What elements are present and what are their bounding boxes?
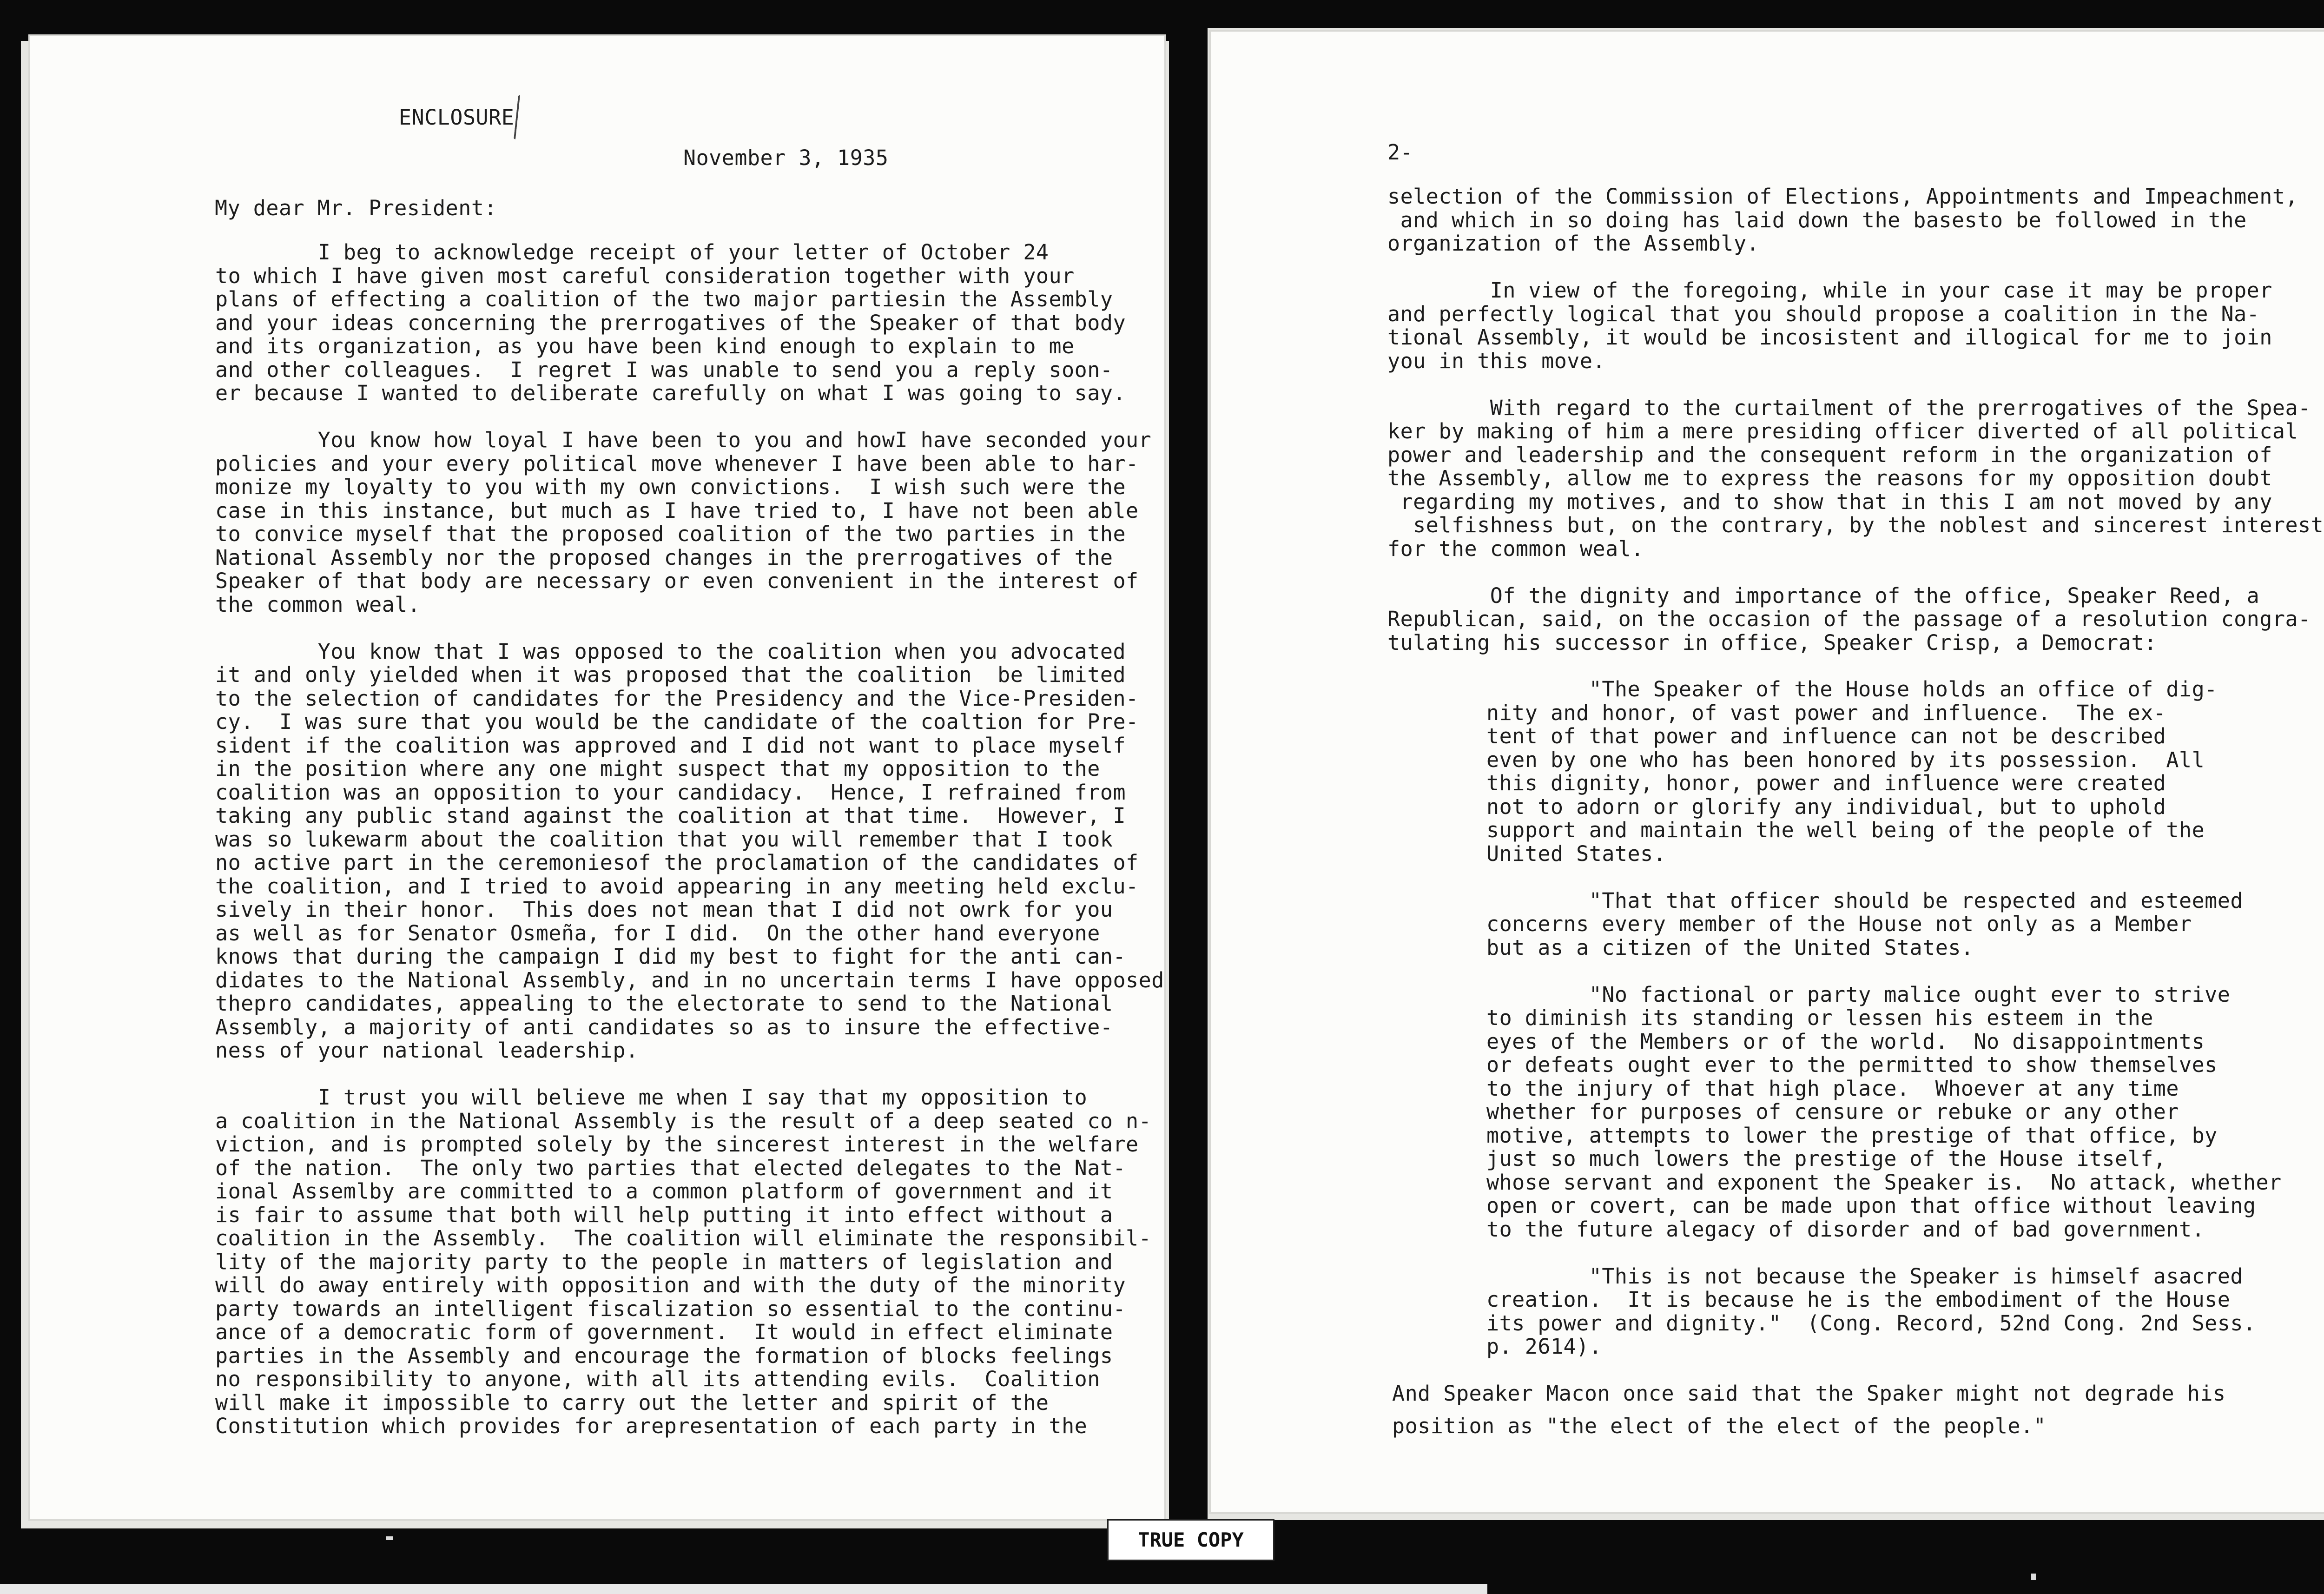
text-line: ance of a democratic form of government. It would in effect eliminate <box>215 1320 1113 1344</box>
text-line: coalition was an opposition to your candidacy. Hence, I refrained from <box>215 780 1126 805</box>
letter-page-1 <box>30 36 1164 1519</box>
text-line: and other colleagues. I regret I was unable to send you a reply soon- <box>215 357 1113 382</box>
text-line: you in this move. <box>1387 348 1606 373</box>
text-line: ional Assemlby are committed to a common platform of government and it <box>215 1179 1113 1204</box>
text-line: In view of the foregoing, while in your case it may be proper <box>1387 278 2272 303</box>
text-line: taking any public stand against the coalition at that time. However, I <box>215 803 1126 828</box>
text-line: selfishness but, on the contrary, by the noblest and sincerest interest <box>1387 513 2324 537</box>
scan-speck <box>386 1536 393 1540</box>
text-line: National Assembly nor the proposed changes in the prerrogatives of the <box>215 545 1113 570</box>
text-line: "No factional or party malice ought ever to strive <box>1486 982 2231 1007</box>
text-line: I trust you will believe me when I say that my opposition to <box>215 1085 1088 1110</box>
text-line: motive, attempts to lower the prestige of that office, by <box>1486 1123 2218 1148</box>
text-line: Of the dignity and importance of the office, Speaker Reed, a <box>1387 583 2260 608</box>
text-line: whether for purposes of censure or rebuke or any other <box>1486 1099 2179 1124</box>
text-line: case in this instance, but much as I have tried to, I have not been able <box>215 498 1139 523</box>
text-line: no active part in the ceremoniesof the proclamation of the candidates of <box>215 850 1139 875</box>
salutation: My dear Mr. President: <box>215 196 497 220</box>
text-line: tent of that power and influence can not be described <box>1486 724 2166 748</box>
text-line: this dignity, honor, power and influence were created <box>1486 771 2166 795</box>
text-line: plans of effecting a coalition of the two major partiesin the Assembly <box>215 287 1113 311</box>
text-line: is fair to assume that both will help putting it into effect without a <box>215 1202 1113 1227</box>
text-line: it and only yielded when it was proposed that the coalition be limited <box>215 662 1126 687</box>
text-line: and your ideas concerning the prerrogatives of the Speaker of that body <box>215 310 1126 335</box>
text-line: tional Assembly, it would be incosistent and illogical for me to join <box>1387 325 2272 350</box>
text-line: lity of the majority party to the people in matters of legislation and <box>215 1249 1113 1274</box>
text-line: didates to the National Assembly, and in no uncertain terms I have opposed <box>215 967 1164 992</box>
text-line: its power and dignity." (Cong. Record, 52nd Cong. 2nd Sess. <box>1486 1310 2256 1336</box>
text-line: monize my loyalty to you with my own convictions. I wish such were the <box>215 475 1126 499</box>
text-line: sively in their honor. This does not mean that I did not owrk for you <box>215 897 1113 922</box>
text-line: position as "the elect of the elect of the people." <box>1392 1414 2047 1438</box>
text-line: as well as for Senator Osmeña, for I did. On the other hand everyone <box>215 920 1100 946</box>
text-line: but as a citizen of the United States. <box>1486 935 1974 960</box>
text-line: parties in the Assembly and encourage the formation of blocks feelings <box>215 1343 1113 1368</box>
text-line: open or covert, can be made upon that office without leaving <box>1486 1193 2256 1218</box>
text-line: power and leadership and the consequent reform in the organization of <box>1387 442 2272 467</box>
text-line: and its organization, as you have been kind enough to explain to me <box>215 334 1075 358</box>
text-line: to which I have given most careful consideration together with your <box>215 263 1075 288</box>
text-line: support and maintain the well being of the people of the <box>1486 818 2205 842</box>
text-line: organization of the Assembly. <box>1387 231 1760 256</box>
text-line: will make it impossible to carry out the letter and spirit of the <box>215 1390 1049 1415</box>
text-line: ness of your national leadership. <box>215 1038 639 1063</box>
enclosure-heading: ENCLOSURE <box>399 105 515 130</box>
text-line: "That that officer should be respected and esteemed <box>1486 888 2243 913</box>
text-line: Speaker of that body are necessary or even convenient in the interest of <box>215 569 1139 593</box>
text-line: regarding my motives, and to show that in this I am not moved by any <box>1387 489 2272 514</box>
text-line: to the selection of candidates for the Presidency and the Vice-Presiden- <box>215 686 1139 711</box>
text-line: of the nation. The only two parties that elected delegates to the Nat- <box>215 1155 1126 1180</box>
text-line: Constitution which provides for arepresentation of each party in the <box>215 1414 1088 1438</box>
text-line: concerns every member of the House not only as a Member <box>1486 912 2192 936</box>
text-line: to the future alegacy of disorder and of bad government. <box>1486 1217 2205 1242</box>
text-line: United States. <box>1486 841 1666 866</box>
letter-page-2 <box>1211 32 2324 1512</box>
text-line: the coalition, and I tried to avoid appearing in any meeting held exclu- <box>215 873 1139 899</box>
text-line: and which in so doing has laid down the basesto be followed in the <box>1387 207 2247 232</box>
text-line: was so lukewarm about the coalition that you will remember that I took <box>215 827 1113 852</box>
page-number: 2- <box>1387 140 1413 165</box>
scan-speck <box>2031 1574 2036 1580</box>
text-line: thepro candidates, appealing to the electorate to send to the National <box>215 991 1113 1016</box>
text-line: selection of the Commission of Elections, Appointments and Impeachment, <box>1387 184 2298 209</box>
text-line: just so much lowers the prestige of the House itself, <box>1486 1146 2166 1171</box>
scan-edge <box>0 1584 1487 1594</box>
text-line: whose servant and exponent the Speaker is. No attack, whether <box>1486 1170 2282 1195</box>
text-line: for the common weal. <box>1387 536 1644 561</box>
text-line: to convice myself that the proposed coalition of the two parties in the <box>215 522 1126 546</box>
text-line: in the position where any one might suspect that my opposition to the <box>215 756 1100 781</box>
text-line: to the injury of that high place. Whoever at any time <box>1486 1076 2179 1101</box>
text-line: even by one who has been honored by its possession. All <box>1486 747 2205 772</box>
text-line: ker by making of him a mere presiding officer diverted of all political <box>1387 419 2298 443</box>
text-line: cy. I was sure that you would be the candidate of the coaltion for Pre- <box>215 709 1139 734</box>
text-line: p. 2614). <box>1486 1334 1602 1359</box>
text-line: coalition in the Assembly. The coalition will eliminate the responsibil- <box>215 1226 1152 1250</box>
text-line: tulating his successor in office, Speaker Crisp, a Democrat: <box>1387 630 2157 655</box>
text-line: no responsibility to anyone, with all its attending evils. Coalition <box>215 1367 1100 1391</box>
text-line: party towards an intelligent fiscalization so essential to the continu- <box>215 1296 1126 1321</box>
text-line: policies and your every political move whenever I have been able to har- <box>215 451 1139 476</box>
text-line: knows that during the campaign I did my best to fight for the anti can- <box>215 944 1126 969</box>
text-line: Republican, said, on the occasion of the passage of a resolution congra- <box>1387 607 2311 631</box>
text-line: "This is not because the Speaker is himself asacred <box>1486 1263 2243 1289</box>
text-line: I beg to acknowledge receipt of your letter of October 24 <box>215 240 1049 265</box>
text-line: and perfectly logical that you should propose a coalition in the Na- <box>1387 301 2260 326</box>
text-line: "The Speaker of the House holds an office of dig- <box>1486 677 2218 701</box>
text-line: sident if the coalition was approved and I did not want to place myself <box>215 733 1126 758</box>
true-copy-stamp: TRUE COPY <box>1107 1519 1274 1561</box>
text-line: er because I wanted to deliberate carefully on what I was going to say. <box>215 381 1126 405</box>
text-line: or defeats ought ever to the permitted to show themselves <box>1486 1052 2218 1077</box>
text-line: not to adorn or glorify any individual, but to uphold <box>1486 794 2166 819</box>
text-line: And Speaker Macon once said that the Spaker might not degrade his <box>1392 1381 2226 1406</box>
text-line: the Assembly, allow me to express the reasons for my opposition doubt <box>1387 466 2272 490</box>
text-line: viction, and is prompted solely by the sincerest interest in the welfare <box>215 1132 1139 1157</box>
letter-date: November 3, 1935 <box>683 146 889 170</box>
text-line: the common weal. <box>215 592 421 617</box>
text-line: You know how loyal I have been to you and howI have seconded your <box>215 428 1152 452</box>
text-line: nity and honor, of vast power and influence. The ex- <box>1486 700 2166 725</box>
text-line: will do away entirely with opposition and with the duty of the minority <box>215 1273 1126 1297</box>
text-line: creation. It is because he is the embodiment of the House <box>1486 1287 2231 1312</box>
text-line: With regard to the curtailment of the prerrogatives of the Spea- <box>1387 395 2311 420</box>
text-line: You know that I was opposed to the coalition when you advocated <box>215 639 1126 664</box>
text-line: a coalition in the National Assembly is the result of a deep seated co n- <box>215 1108 1152 1133</box>
text-line: to diminish its standing or lessen his esteem in the <box>1486 1005 2153 1030</box>
text-line: eyes of the Members or of the world. No disappointments <box>1486 1029 2205 1054</box>
text-line: Assembly, a majority of anti candidates so as to insure the effective- <box>215 1014 1113 1039</box>
